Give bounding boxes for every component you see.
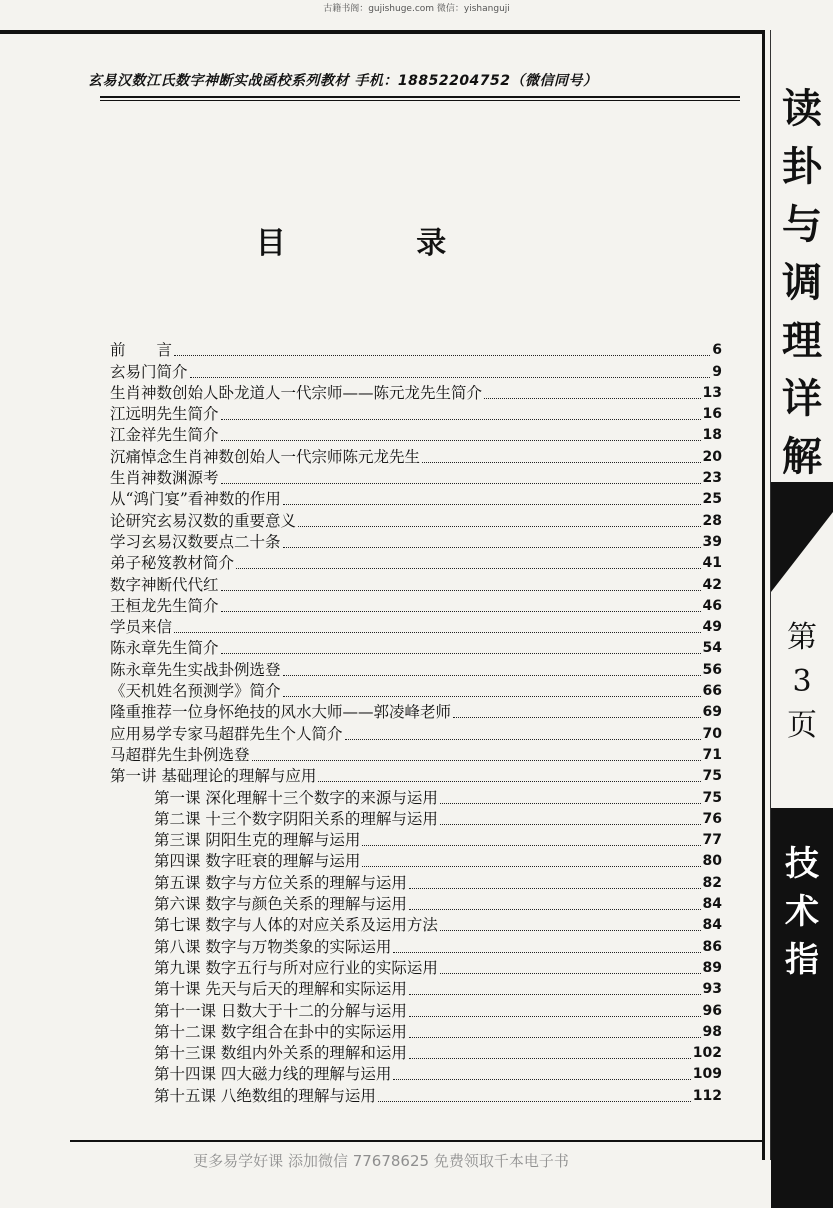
toc-entry-page: 76 (702, 810, 722, 827)
header-rule-thin (100, 100, 740, 101)
toc-entry-page: 102 (692, 1045, 722, 1062)
toc-leader-dots (409, 1037, 701, 1038)
toc-entry[interactable] (110, 510, 722, 531)
toc-leader-dots (440, 973, 701, 974)
toc-leader-dots (318, 781, 700, 782)
toc-entry-page: 71 (702, 746, 722, 763)
toc-entry-title: 第一课 深化理解十三个数字的来源与运用 (154, 788, 438, 807)
toc-entry-page: 75 (702, 789, 722, 806)
toc-leader-dots (221, 611, 701, 612)
side-bottom-label (771, 840, 833, 984)
toc-entry[interactable] (110, 532, 722, 553)
toc-entry[interactable] (110, 425, 722, 446)
toc-entry[interactable] (110, 1085, 722, 1106)
toc-entry-page: 39 (702, 533, 722, 550)
toc-entry-title: 第十二课 数字组合在卦中的实际运用 (154, 1022, 407, 1041)
toc-entry-title: 前 言 (110, 341, 173, 360)
toc-entry-title: 沉痛悼念生肖神数创始人一代宗师陈元龙先生 (110, 447, 421, 466)
toc-entry-page: 98 (702, 1023, 722, 1040)
toc-leader-dots (283, 696, 701, 697)
toc-entry-page: 109 (692, 1066, 722, 1083)
toc-entry-title: 学员来信 (110, 618, 173, 637)
side-title-char: 理 (782, 318, 822, 364)
toc-entry-page: 46 (702, 597, 722, 614)
toc-leader-dots (298, 526, 701, 527)
side-page-label (771, 616, 833, 748)
toc-leader-dots (283, 504, 701, 505)
toc-entry-page: 84 (702, 896, 722, 913)
toc-leader-dots (422, 462, 701, 463)
toc-entry-title: 江金祥先生简介 (110, 426, 219, 445)
toc-entry[interactable] (110, 340, 722, 361)
toc-entry-title: 江远明先生简介 (110, 405, 219, 424)
toc-entry-title: 第十四课 四大磁力线的理解与运用 (154, 1065, 392, 1084)
side-page-char: 3 (792, 664, 812, 699)
toc-entry-title: 第四课 数字旺衰的理解与运用 (154, 852, 361, 871)
side-bottom-char: 指 (785, 940, 819, 980)
toc-entry-title: 第六课 数字与颜色关系的理解与运用 (154, 895, 407, 914)
toc-leader-dots (221, 440, 701, 441)
toc-entry-title: 第十课 先天与后天的理解和实际运用 (154, 980, 407, 999)
toc-entry-title: 生肖神数创始人卧龙道人一代宗师——陈元龙先生简介 (110, 383, 483, 402)
toc-entry-page: 16 (702, 406, 722, 423)
toc-entry-page: 42 (702, 576, 722, 593)
toc-leader-dots (440, 803, 701, 804)
toc-leader-dots (440, 930, 701, 931)
toc-entry[interactable] (110, 1000, 722, 1021)
side-panel (771, 30, 833, 1160)
toc-entry[interactable] (110, 446, 722, 467)
toc-leader-dots (409, 994, 701, 995)
side-title-char: 详 (782, 376, 822, 422)
toc-entry[interactable] (110, 404, 722, 425)
toc-leader-dots (393, 1079, 690, 1080)
toc-entry[interactable] (110, 766, 722, 787)
toc-entry-page: 82 (702, 874, 722, 891)
toc-entry[interactable] (110, 361, 722, 382)
toc-leader-dots (283, 675, 701, 676)
side-bottom-char: 术 (785, 892, 819, 932)
toc-entry[interactable] (110, 1064, 722, 1085)
toc-entry-title: 应用易学专家马超群先生个人简介 (110, 724, 343, 743)
toc-entry-page: 25 (702, 491, 722, 508)
side-diagonal-decoration (771, 482, 833, 592)
toc-entry-title: 第二课 十三个数字阴阳关系的理解与运用 (154, 809, 438, 828)
toc-entry[interactable] (110, 702, 722, 723)
toc-entry[interactable] (110, 745, 722, 766)
toc-entry[interactable] (110, 617, 722, 638)
toc-leader-dots (283, 547, 701, 548)
toc-leader-dots (252, 760, 701, 761)
toc-leader-dots (409, 909, 701, 910)
toc-entry-title: 马超群先生卦例选登 (110, 745, 250, 764)
bottom-rule (70, 1140, 762, 1142)
toc-leader-dots (409, 1016, 701, 1017)
toc-entry-title: 第十三课 数组内外关系的理解和运用 (154, 1044, 407, 1063)
toc-entry-page: 89 (702, 959, 722, 976)
toc-entry-title: 第十五课 八绝数组的理解与运用 (154, 1086, 376, 1105)
table-of-contents (110, 340, 722, 1107)
toc-leader-dots (484, 398, 701, 399)
toc-entry[interactable] (110, 936, 722, 957)
toc-entry-page: 54 (702, 640, 722, 657)
vertical-divider (762, 30, 765, 1160)
side-bottom-char: 技 (785, 844, 819, 884)
toc-entry-title: 从“鸿门宴”看神数的作用 (110, 490, 281, 509)
side-page-char: 页 (787, 708, 817, 743)
page-title: 目 录 (255, 226, 507, 261)
toc-entry-title: 《天机姓名预测学》简介 (110, 682, 281, 701)
toc-entry[interactable] (110, 958, 722, 979)
header-rule (100, 96, 740, 98)
toc-leader-dots (409, 888, 701, 889)
toc-entry-page: 23 (702, 470, 722, 487)
toc-entry-title: 第三课 阴阳生克的理解与运用 (154, 831, 361, 850)
toc-entry-title: 隆重推荐一位身怀绝技的风水大师——郭凌峰老师 (110, 703, 452, 722)
toc-entry[interactable] (110, 659, 722, 680)
toc-entry-title: 学习玄易汉数要点二十条 (110, 532, 281, 551)
toc-entry-page: 69 (702, 704, 722, 721)
toc-leader-dots (221, 419, 701, 420)
side-title-char: 与 (782, 202, 822, 248)
toc-entry-page: 96 (702, 1002, 722, 1019)
toc-leader-dots (236, 568, 701, 569)
toc-entry-page: 49 (702, 619, 722, 636)
toc-entry[interactable] (110, 1022, 722, 1043)
toc-leader-dots (378, 1101, 691, 1102)
toc-entry[interactable] (110, 851, 722, 872)
toc-entry-page: 13 (702, 384, 722, 401)
toc-entry[interactable] (110, 915, 722, 936)
toc-entry[interactable] (110, 553, 722, 574)
toc-entry-title: 生肖神数渊源考 (110, 469, 219, 488)
toc-leader-dots (221, 653, 701, 654)
toc-entry-page: 75 (702, 768, 722, 785)
toc-leader-dots (362, 845, 700, 846)
toc-entry-page: 56 (702, 661, 722, 678)
toc-leader-dots (393, 952, 700, 953)
toc-entry-title: 陈永章先生简介 (110, 639, 219, 658)
toc-entry-page: 9 (712, 363, 722, 380)
toc-entry-page: 66 (702, 683, 722, 700)
footer-watermark: 更多易学好课 添加微信 77678625 免费领取千本电子书 (193, 1152, 569, 1170)
toc-entry-page: 77 (702, 832, 722, 849)
toc-entry[interactable] (110, 979, 722, 1000)
toc-entry-page: 20 (702, 448, 722, 465)
toc-entry-title: 第十一课 日数大于十二的分解与运用 (154, 1001, 407, 1020)
page-header: 玄易汉数江氏数字神断实战函校系列教材 手机：18852204752（微信同号） (88, 73, 598, 89)
toc-entry-title: 数字神断代代红 (110, 575, 219, 594)
toc-entry[interactable] (110, 1043, 722, 1064)
side-page-char: 第 (787, 620, 817, 655)
toc-entry-title: 弟子秘笈教材简介 (110, 554, 235, 573)
toc-entry-page: 41 (702, 555, 722, 572)
toc-entry[interactable] (110, 872, 722, 893)
toc-entry[interactable] (110, 489, 722, 510)
toc-entry-page: 112 (692, 1087, 722, 1104)
toc-entry-title: 第一讲 基础理论的理解与应用 (110, 767, 317, 786)
toc-entry[interactable] (110, 383, 722, 404)
toc-entry-title: 第五课 数字与方位关系的理解与运用 (154, 873, 407, 892)
toc-entry-title: 第九课 数字五行与所对应行业的实际运用 (154, 958, 438, 977)
toc-leader-dots (362, 866, 700, 867)
toc-entry-page: 93 (702, 981, 722, 998)
toc-entry-page: 80 (702, 853, 722, 870)
toc-leader-dots (453, 717, 701, 718)
toc-entry[interactable] (110, 596, 722, 617)
toc-entry-title: 第七课 数字与人体的对应关系及运用方法 (154, 916, 438, 935)
toc-entry-title: 玄易门简介 (110, 362, 188, 381)
toc-leader-dots (174, 632, 701, 633)
toc-entry-page: 6 (712, 342, 722, 359)
side-title-char: 调 (782, 260, 822, 306)
toc-entry-page: 28 (702, 512, 722, 529)
toc-entry-page: 70 (702, 725, 722, 742)
toc-leader-dots (190, 377, 711, 378)
toc-entry-title: 论研究玄易汉数的重要意义 (110, 511, 297, 530)
toc-entry[interactable] (110, 574, 722, 595)
toc-leader-dots (221, 590, 701, 591)
toc-entry[interactable] (110, 809, 722, 830)
toc-leader-dots (221, 483, 701, 484)
side-title-char: 卦 (782, 144, 822, 190)
toc-entry[interactable] (110, 681, 722, 702)
toc-leader-dots (409, 1058, 691, 1059)
toc-entry[interactable] (110, 638, 722, 659)
toc-entry-page: 18 (702, 427, 722, 444)
top-watermark: 古籍书阁：gujishuge.com 微信：yishanguji (323, 4, 510, 14)
toc-leader-dots (440, 824, 701, 825)
toc-entry[interactable] (110, 787, 722, 808)
side-title-char: 读 (782, 86, 822, 132)
side-title-char: 解 (782, 434, 822, 480)
toc-entry[interactable] (110, 723, 722, 744)
toc-entry[interactable] (110, 830, 722, 851)
toc-entry[interactable] (110, 468, 722, 489)
toc-leader-dots (174, 355, 710, 356)
toc-entry-title: 王桓龙先生简介 (110, 596, 219, 615)
toc-entry-title: 陈永章先生实战卦例选登 (110, 660, 281, 679)
toc-leader-dots (345, 739, 701, 740)
toc-entry-title: 第八课 数字与万物类象的实际运用 (154, 937, 392, 956)
toc-entry[interactable] (110, 894, 722, 915)
toc-entry-page: 86 (702, 938, 722, 955)
toc-entry-page: 84 (702, 917, 722, 934)
side-book-title (771, 80, 833, 486)
